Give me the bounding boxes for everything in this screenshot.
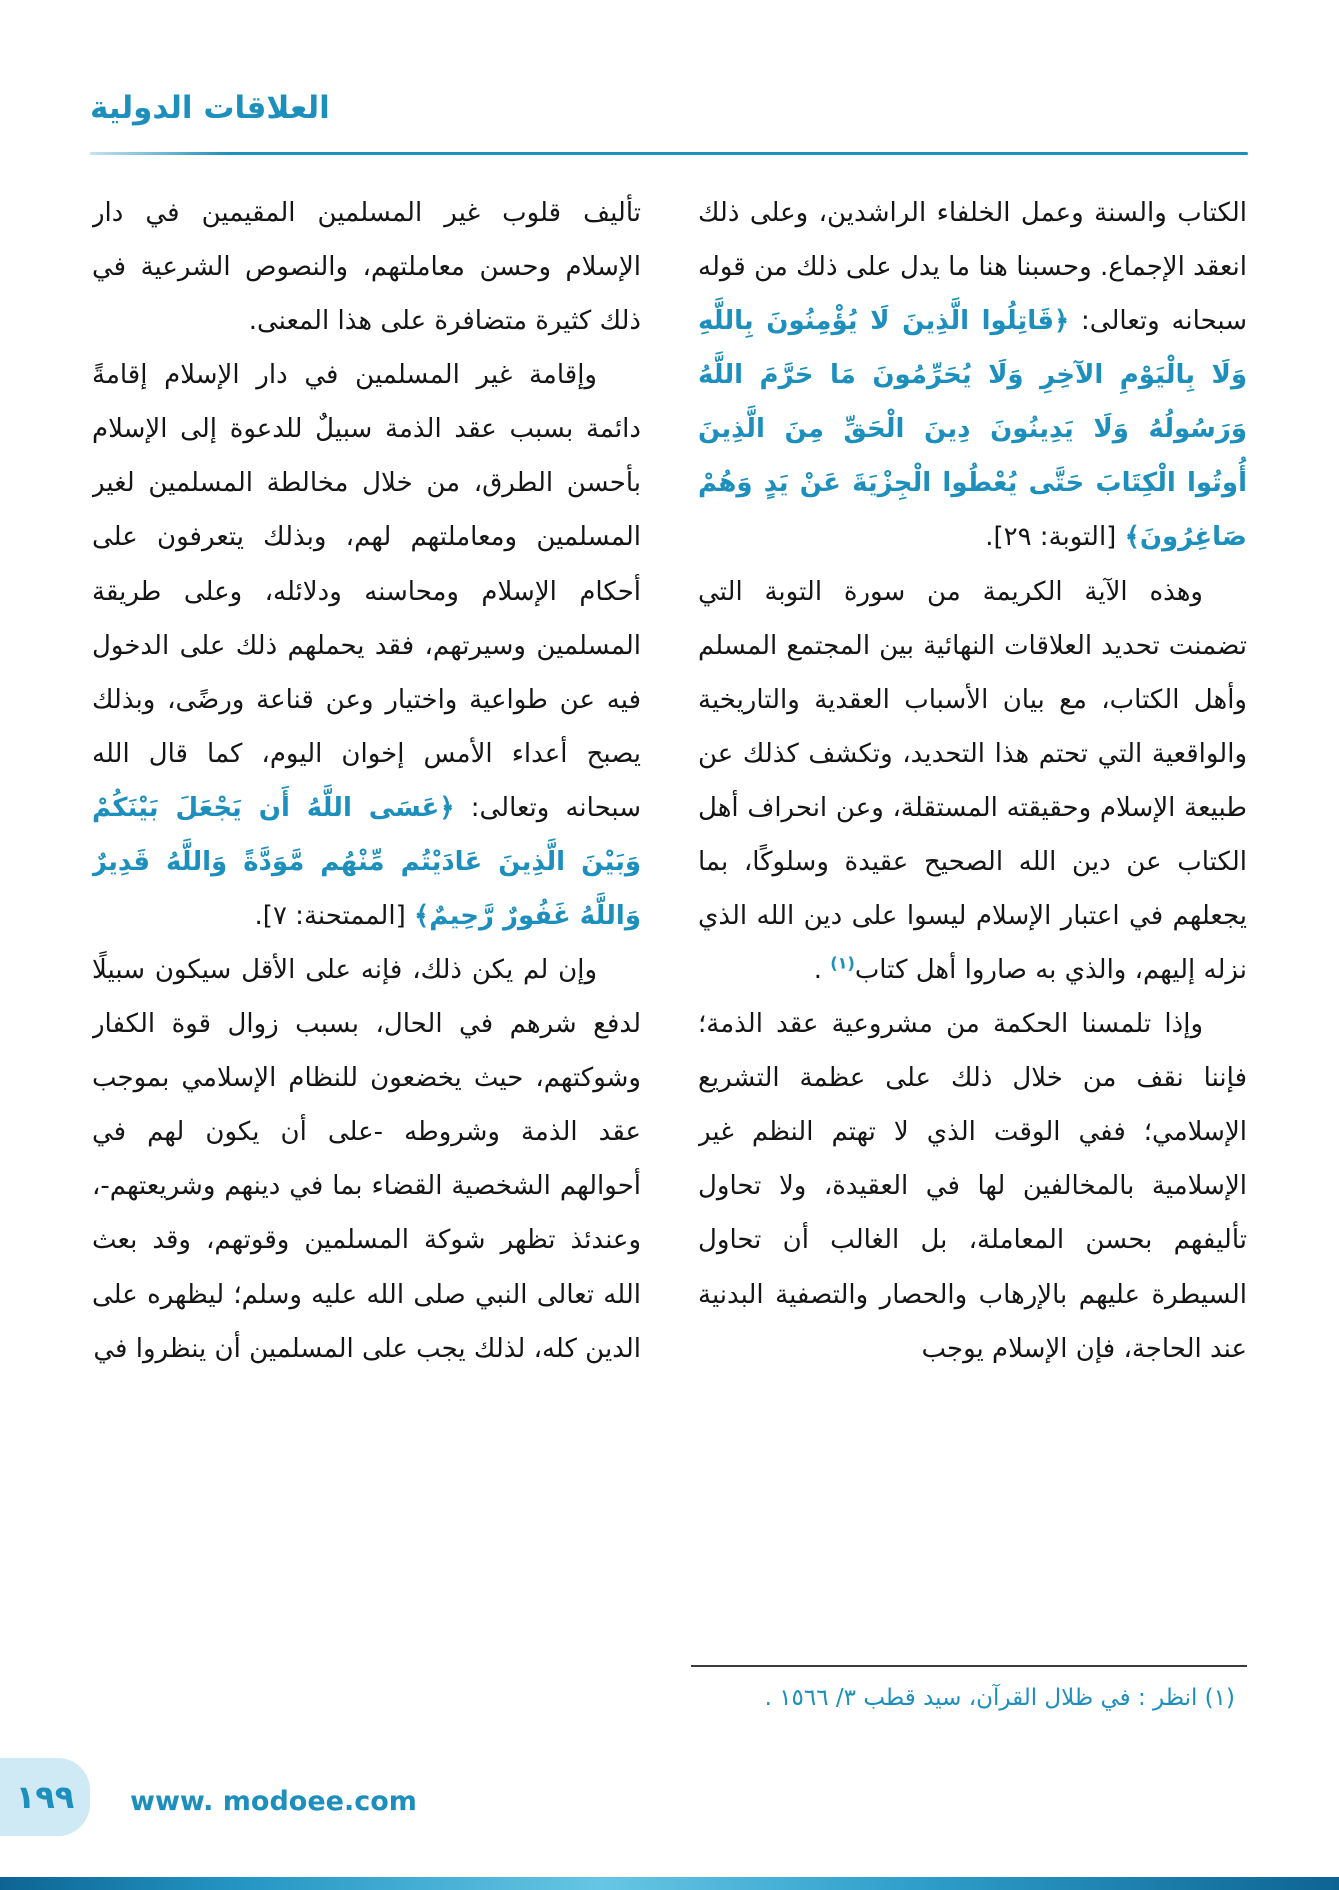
page-number: ١٩٩: [15, 1778, 75, 1816]
text-segment: وإن لم يكن ذلك، فإنه على الأقل سيكون سبيلًا لدفع شرهم في الحال، بسبب زوال قوة الكفار وشوكتهم، حيث يخضعون للنظام الإسلامي بموجب عقد الذمة وشروطه -على أن يكون لهم في أحوالهم الشخصية القضاء بما في دينهم وشريعتهم-، وعندئذ تظهر شوكة المسلمين وقوتهم، وقد بعث الله تعالى النبي صلى الله عليه وسلم؛ ليظهره على الدين كله، لذلك يجب على المسلمين أن ينظروا في: [92, 955, 641, 1364]
text-segment: الكتاب والسنة وعمل الخلفاء الراشدين، وعلى ذلك انعقد الإجماع. وحسبنا هنا ما يدل على ذلك من قوله سبحانه وتعالى:: [698, 198, 1247, 337]
paragraph: [92, 186, 641, 348]
website-url: www. modoee.com: [130, 1786, 417, 1817]
text-columns: [92, 186, 1247, 1652]
text-segment: [الممتحنة: ٧].: [254, 901, 414, 932]
bottom-decoration-bar: [0, 1877, 1339, 1890]
running-head-title: العلاقات الدولية: [90, 90, 330, 126]
quran-verse: ﴿قَاتِلُوا الَّذِينَ لَا يُؤْمِنُونَ بِاللَّهِ وَلَا بِالْيَوْمِ الآخِرِ وَلَا يُحَرِّمُونَ مَا حَرَّمَ اللَّهُ وَرَسُولُهُ وَلَا يَدِينُونَ دِينَ الْحَقِّ مِنَ الَّذِينَ أُوتُوا الْكِتَابَ حَتَّى يُعْطُوا الْجِزْيَةَ عَنْ يَدٍ وَهُمْ صَاغِرُونَ﴾: [698, 306, 1247, 553]
paragraph: [92, 348, 641, 943]
text-segment: تأليف قلوب غير المسلمين المقيمين في دار الإسلام وحسن معاملتهم، والنصوص الشرعية في ذلك كثيرة متضافرة على هذا المعنى.: [92, 198, 641, 337]
text-segment: وهذه الآية الكريمة من سورة التوبة التي تضمنت تحديد العلاقات النهائية بين المجتمع المسلم وأهل الكتاب، مع بيان الأسباب العقدية والتاريخية والواقعية التي تحتم هذا التحديد، وتكشف كذلك عن طبيعة الإسلام وحقيقته المستقلة، وعن انحراف أهل الكتاب عن دين الله الصحيح عقيدة وسلوكًا، بما يجعلهم في اعتبار الإسلام ليسوا على دين الله الذي نزله إليهم، والذي به صاروا أهل كتاب: [698, 576, 1247, 986]
page-number-tab: [0, 1758, 90, 1836]
paragraph: [92, 943, 641, 1376]
text-segment: وإذا تلمسنا الحكمة من مشروعية عقد الذمة؛ فإننا نقف من خلال ذلك على عظمة التشريع الإسلامي؛ ففي الوقت الذي لا تهتم النظم غير الإسلامية بالمخالفين لها في العقيدة، ولا تحاول تأليفهم بحسن المعاملة، بل الغالب أن تحاول السيطرة عليهم بالإرهاب والحصار والتصفية البدنية عند الحاجة، فإن الإسلام يوجب: [698, 1009, 1247, 1364]
header-divider: [90, 152, 1248, 155]
quran-verse: ﴿عَسَى اللَّهُ أَن يَجْعَلَ بَيْنَكُمْ وَبَيْنَ الَّذِينَ عَادَيْتُم مِّنْهُم مَّوَدَّةً وَاللَّهُ قَدِيرٌ وَاللَّهُ غَفُورٌ رَّحِيمٌ﴾: [92, 792, 641, 932]
paragraph: [698, 997, 1247, 1376]
column-left: [92, 186, 641, 1652]
footnote-marker: (١): [830, 953, 855, 973]
text-segment: [التوبة: ٢٩].: [985, 522, 1125, 553]
column-right: [698, 186, 1247, 1652]
text-segment: وإقامة غير المسلمين في دار الإسلام إقامةً دائمة بسبب عقد الذمة سبيلٌ للدعوة إلى الإسلام بأحسن الطرق، من خلال مخالطة المسلمين لغير المسلمين ومعاملتهم لهم، وبذلك يتعرفون على أحكام الإسلام ومحاسنه ودلائله، وعلى طريقة المسلمين وسيرتهم، فقد يحملهم ذلك على الدخول فيه عن طواعية واختيار وعن قناعة ورضًى، وبذلك يصبح أعداء الأمس إخوان اليوم، كما قال الله سبحانه وتعالى:: [92, 360, 641, 823]
footnote-divider: [691, 1665, 1247, 1667]
paragraph: [698, 565, 1247, 998]
text-segment: .: [813, 955, 831, 986]
paragraph: [698, 186, 1247, 565]
footnote-text: (١) انظر : في ظلال القرآن، سيد قطب ٣/ ١٥٦٦ .: [764, 1685, 1235, 1711]
